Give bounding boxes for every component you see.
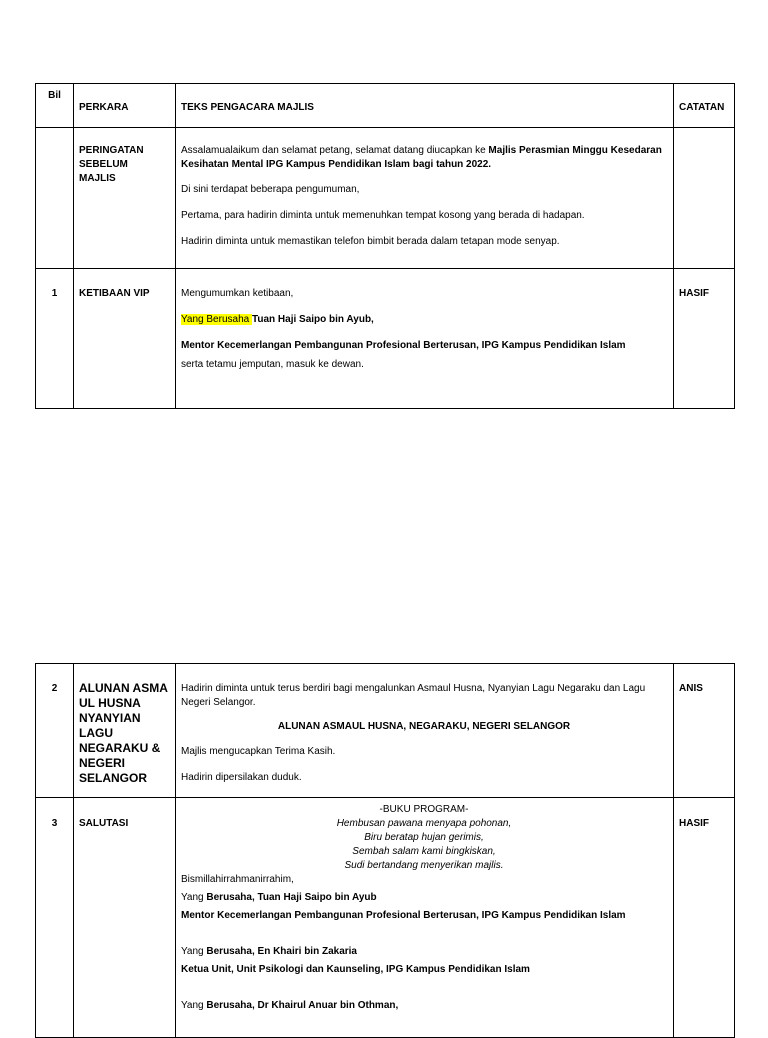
table-row: [36, 128, 735, 269]
text-bold: Ketua Unit, Unit Psikologi dan Kaunseling, IPG Kampus Pendidikan Islam: [181, 964, 530, 975]
text-bold: Majlis Perasmian Minggu Kesedaran Kesihatan Mental IPG Kampus Pendidikan Islam bagi tahun 2022.: [181, 145, 662, 170]
poem-line: Biru beratap hujan gerimis,: [364, 832, 484, 843]
row-catatan: [674, 128, 735, 269]
text-bold: Berusaha, En Khairi bin Zakaria: [206, 946, 357, 957]
text-bold: , Dr Khairul Anuar bin Othman,: [251, 1000, 399, 1011]
header-perkara: PERKARA: [74, 84, 176, 128]
row-perkara: KETIBAAN VIP: [74, 269, 176, 409]
text-plain: Yang: [181, 892, 207, 903]
header-bil: Bil: [36, 84, 74, 128]
paragraph: [181, 144, 667, 172]
text-bold: Mentor Kecemerlangan Pembangunan Profesional Berterusan, IPG Kampus Pendidikan Islam: [181, 340, 626, 351]
perkara-line: NYANYIAN: [79, 711, 141, 725]
header-teks: TEKS PENGACARA MAJLIS: [176, 84, 674, 128]
paragraph: [181, 963, 667, 977]
paragraph: [181, 999, 667, 1013]
perkara-line: SEBELUM: [79, 159, 128, 170]
text-bold: Berusaha: [206, 1000, 252, 1011]
table-row: [36, 269, 735, 409]
paragraph: Di sini terdapat beberapa pengumuman,: [181, 184, 360, 195]
table-header-row: [36, 84, 735, 128]
perkara-line: ALUNAN ASMA: [79, 681, 168, 695]
row-bil: 2: [36, 664, 74, 798]
poem-title: -BUKU PROGRAM-: [379, 804, 469, 815]
poem-line: Hembusan pawana menyapa pohonan,: [336, 818, 512, 829]
row-catatan: HASIF: [674, 269, 735, 409]
row-perkara: [74, 128, 176, 269]
paragraph: Pertama, para hadirin diminta untuk memenuhkan tempat kosong yang berada di hadapan.: [181, 210, 585, 221]
row-bil: 1: [36, 269, 74, 409]
perkara-line: PERINGATAN: [79, 145, 144, 156]
row-catatan: ANIS: [674, 664, 735, 798]
program-table-page-2: [35, 663, 735, 1038]
highlighted-text: Yang Berusaha: [181, 314, 252, 325]
row-teks: [176, 128, 674, 269]
text-plain: Assalamualaikum dan selamat petang, selamat datang diucapkan ke: [181, 145, 489, 156]
table-row: [36, 664, 735, 798]
poem-line: Sudi bertandang menyerikan majlis.: [344, 860, 504, 871]
row-teks: [176, 269, 674, 409]
row-teks: [176, 664, 674, 798]
row-catatan: HASIF: [674, 798, 735, 1038]
perkara-line: MAJLIS: [79, 173, 116, 184]
paragraph: Hadirin diminta untuk terus berdiri bagi mengalunkan Asmaul Husna, Nyanyian Lagu Negaraku dan Lagu Negeri Selangor.: [181, 683, 646, 708]
perkara-line: NEGARAKU &: [79, 741, 161, 755]
row-perkara: [74, 664, 176, 798]
paragraph: [181, 945, 667, 959]
text-plain: Yang: [181, 946, 207, 957]
text-bold: Mentor Kecemerlangan Pembangunan Profesional Berterusan, IPG Kampus Pendidikan Islam: [181, 910, 626, 921]
paragraph: serta tetamu jemputan, masuk ke dewan.: [181, 359, 364, 370]
paragraph: Mengumumkan ketibaan,: [181, 288, 294, 299]
header-catatan: CATATAN: [674, 84, 735, 128]
perkara-line: LAGU: [79, 726, 113, 740]
row-bil: [36, 128, 74, 269]
perkara-line: UL HUSNA: [79, 696, 141, 710]
paragraph: [181, 909, 667, 923]
paragraph: [181, 313, 667, 327]
paragraph: Hadirin diminta untuk memastikan telefon bimbit berada dalam tetapan mode senyap.: [181, 236, 560, 247]
paragraph: [181, 339, 667, 353]
text-plain: Yang: [181, 1000, 207, 1011]
perkara-line: SELANGOR: [79, 771, 148, 785]
paragraph: Bismillahirrahmanirrahim,: [181, 874, 294, 885]
paragraph-heading: ALUNAN ASMAUL HUSNA, NEGARAKU, NEGERI SELANGOR: [277, 721, 571, 732]
row-bil: 3: [36, 798, 74, 1038]
row-perkara: SALUTASI: [74, 798, 176, 1038]
poem-line: Sembah salam kami bingkiskan,: [352, 846, 496, 857]
program-table-page-1: [35, 83, 735, 409]
perkara-line: NEGERI: [79, 756, 126, 770]
paragraph: [181, 891, 667, 905]
paragraph: Hadirin dipersilakan duduk.: [181, 772, 302, 783]
text-bold: Berusaha, Tuan Haji Saipo bin Ayub: [206, 892, 377, 903]
row-teks: [176, 798, 674, 1038]
table-row: [36, 798, 735, 1038]
paragraph: Majlis mengucapkan Terima Kasih.: [181, 746, 336, 757]
text-bold: Tuan Haji Saipo bin Ayub,: [251, 314, 374, 325]
